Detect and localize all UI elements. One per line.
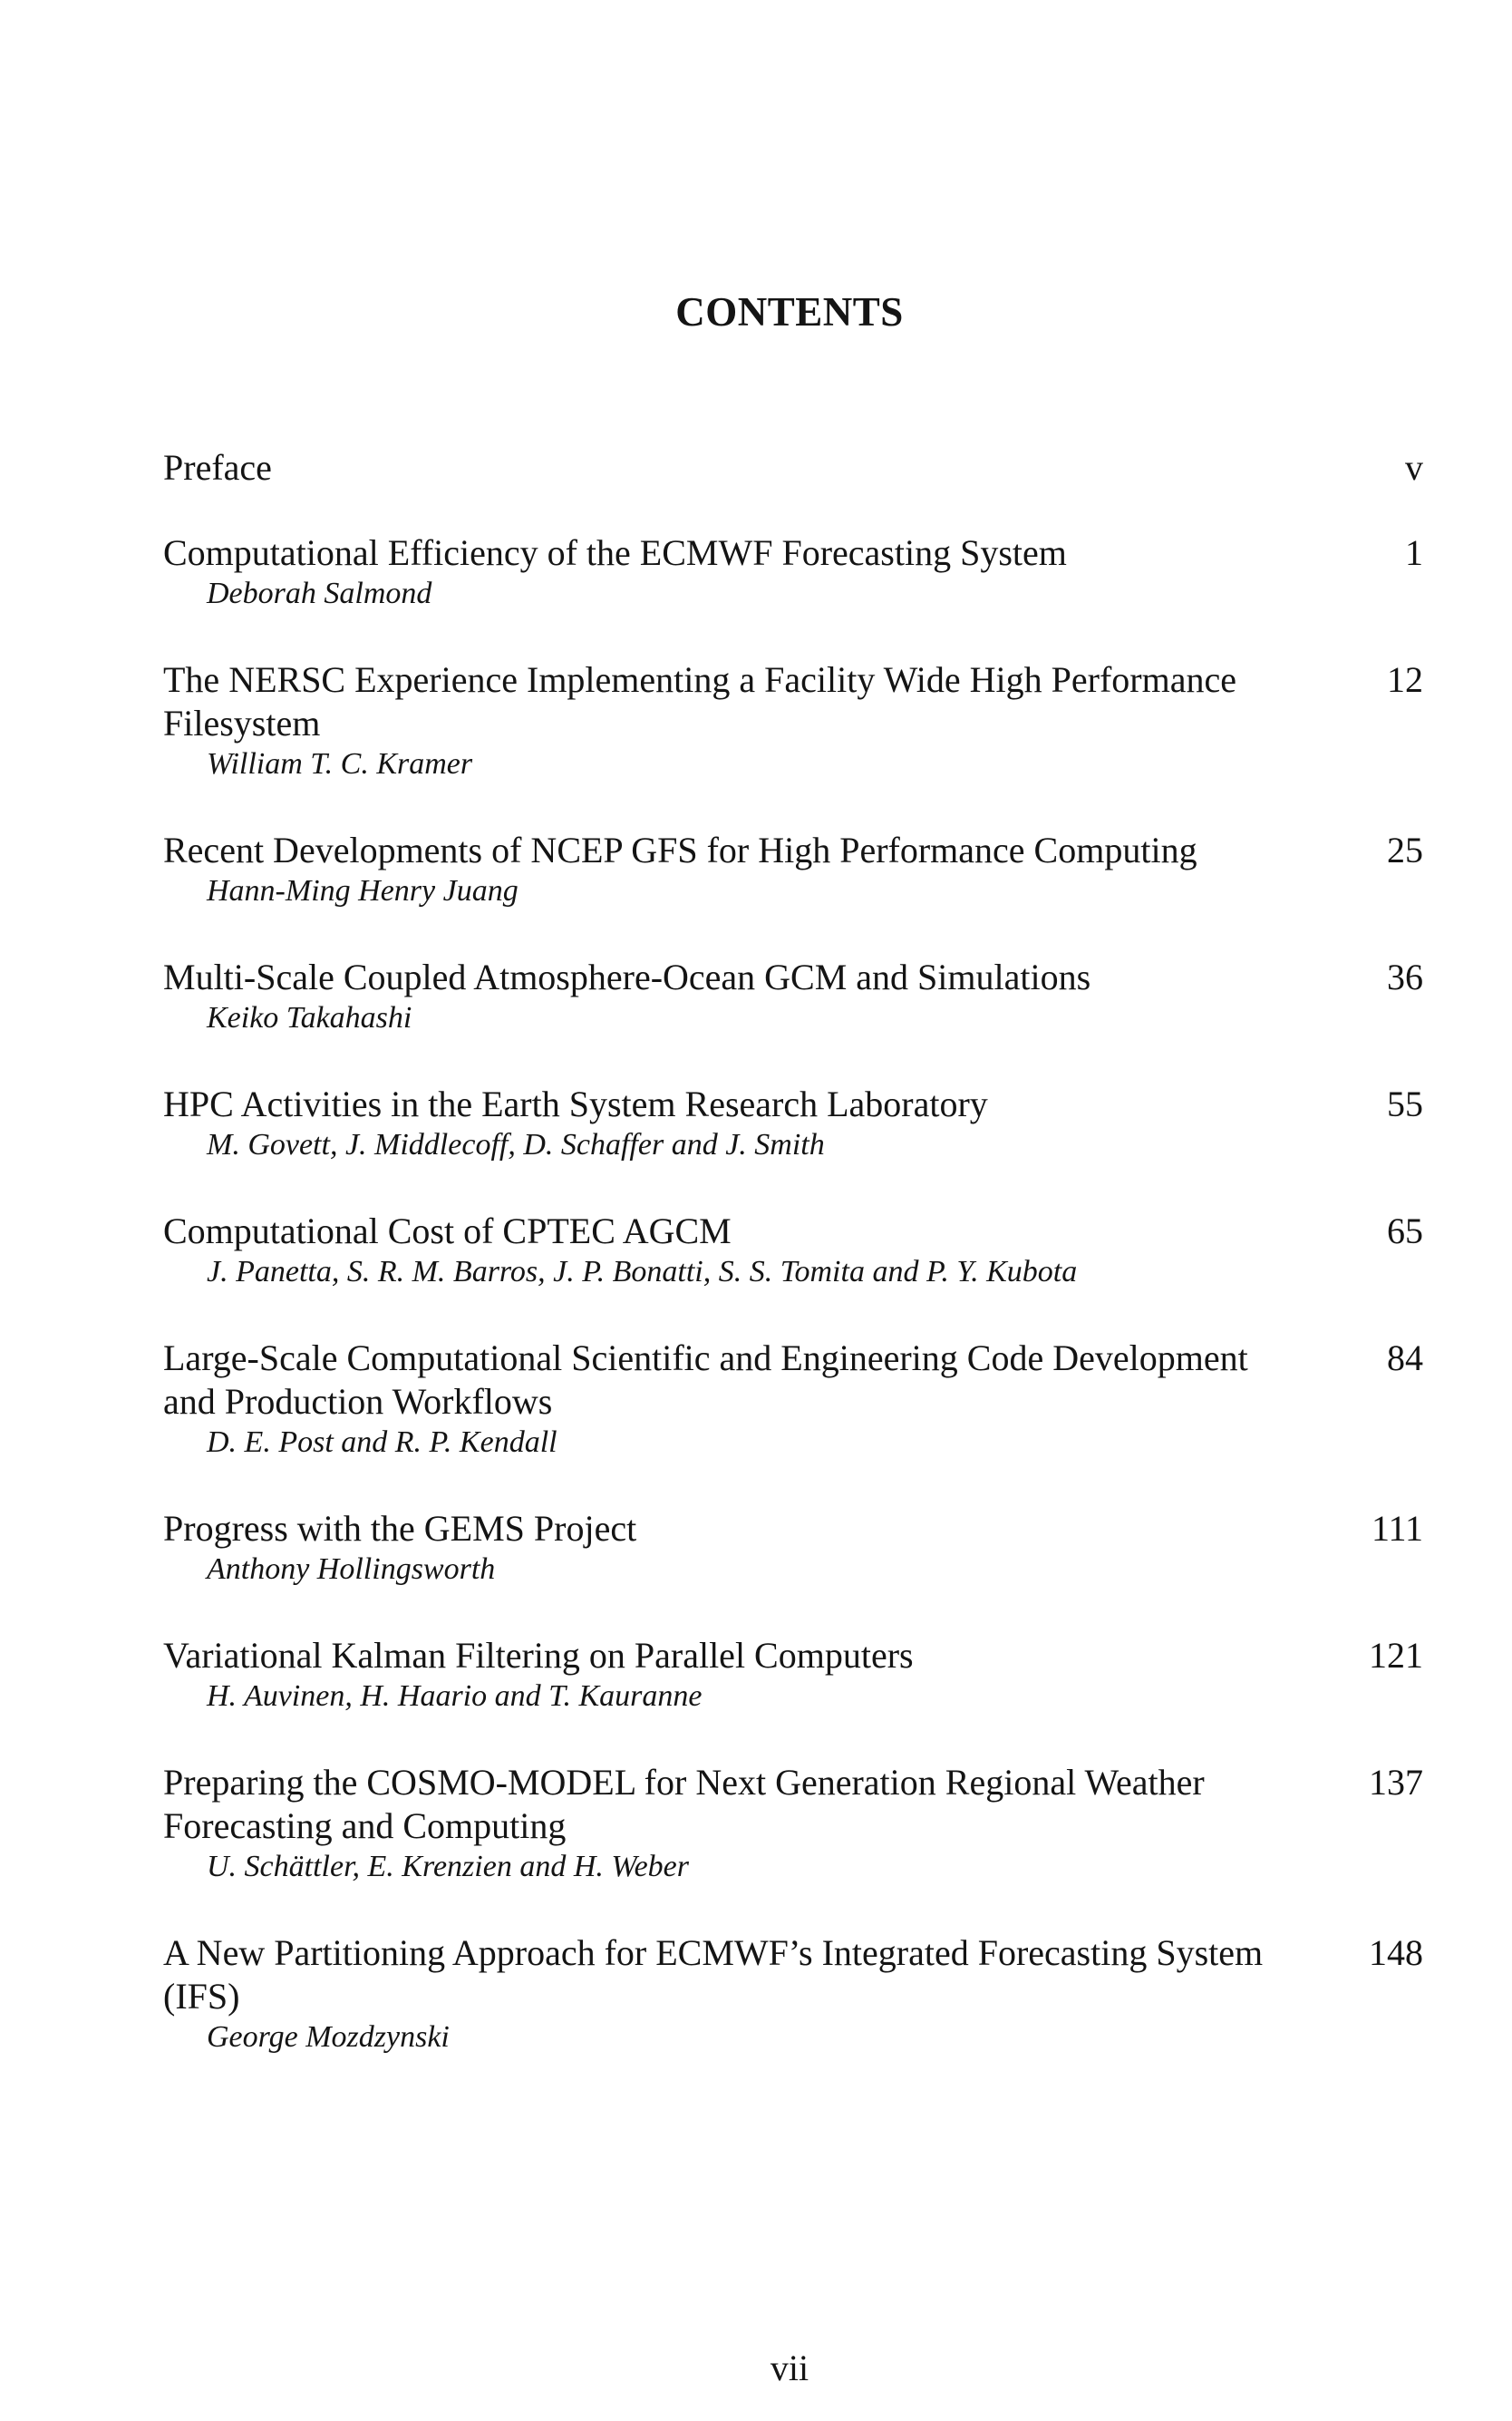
entry-title: Computational Efficiency of the ECMWF Forecasting System xyxy=(163,532,1067,573)
entry-page-number: 111 xyxy=(1371,1508,1423,1549)
toc-entry[interactable] xyxy=(163,1761,1423,1886)
table-of-contents xyxy=(163,446,1423,2102)
entry-page-number: 121 xyxy=(1369,1635,1423,1676)
toc-entry[interactable] xyxy=(163,956,1423,1037)
toc-entry[interactable] xyxy=(163,531,1423,613)
toc-entry-preface[interactable] xyxy=(163,446,1423,490)
entry-title: Preface xyxy=(163,447,272,488)
entry-authors: Anthony Hollingsworth xyxy=(207,1552,496,1586)
entry-authors: M. Govett, J. Middlecoff, D. Schaffer and J. Smith xyxy=(207,1128,825,1162)
entry-authors: George Mozdzynski xyxy=(207,2020,450,2054)
entry-title: Large-Scale Computational Scientific and Engineering Code Development and Production Workflows xyxy=(163,1337,1248,1422)
entry-page-number: v xyxy=(1405,447,1423,488)
toc-entry[interactable] xyxy=(163,1634,1423,1716)
toc-entry[interactable] xyxy=(163,1931,1423,2056)
entry-authors: Hann-Ming Henry Juang xyxy=(207,874,519,908)
entry-page-number: 1 xyxy=(1405,532,1423,573)
page-folio: vii xyxy=(770,2348,809,2388)
entry-page-number: 148 xyxy=(1369,1932,1423,1973)
entry-page-number: 65 xyxy=(1387,1210,1423,1251)
entry-title: HPC Activities in the Earth System Research Laboratory xyxy=(163,1084,988,1124)
entry-title: Multi-Scale Coupled Atmosphere-Ocean GCM and Simulations xyxy=(163,957,1091,997)
entry-page-number: 12 xyxy=(1387,659,1423,700)
entry-page-number: 36 xyxy=(1387,957,1423,997)
page-title: CONTENTS xyxy=(675,289,904,335)
entry-page-number: 84 xyxy=(1387,1337,1423,1378)
entry-page-number: 55 xyxy=(1387,1084,1423,1124)
toc-entry[interactable] xyxy=(163,1210,1423,1291)
entry-title: Recent Developments of NCEP GFS for High Performance Computing xyxy=(163,830,1197,870)
entry-authors: H. Auvinen, H. Haario and T. Kauranne xyxy=(207,1679,703,1713)
entry-title: Variational Kalman Filtering on Parallel Computers xyxy=(163,1635,914,1676)
entry-title: Computational Cost of CPTEC AGCM xyxy=(163,1210,732,1251)
entry-title: Preparing the COSMO-MODEL for Next Generation Regional Weather Forecasting and Computing xyxy=(163,1762,1205,1846)
entry-authors: U. Schättler, E. Krenzien and H. Weber xyxy=(207,1850,689,1883)
toc-entry[interactable] xyxy=(163,1083,1423,1164)
entry-authors: William T. C. Kramer xyxy=(207,747,473,781)
entry-title: Progress with the GEMS Project xyxy=(163,1508,637,1549)
entry-authors: D. E. Post and R. P. Kendall xyxy=(207,1425,557,1459)
toc-entry[interactable] xyxy=(163,658,1423,783)
entry-page-number: 137 xyxy=(1369,1762,1423,1803)
entry-title: A New Partitioning Approach for ECMWF’s Integrated Forecasting System (IFS) xyxy=(163,1932,1264,2017)
entry-title: The NERSC Experience Implementing a Facility Wide High Performance Filesystem xyxy=(163,659,1236,744)
toc-entry[interactable] xyxy=(163,829,1423,910)
entry-authors: Keiko Takahashi xyxy=(207,1001,412,1035)
toc-entry[interactable] xyxy=(163,1507,1423,1589)
entry-authors: Deborah Salmond xyxy=(207,577,432,610)
toc-entry[interactable] xyxy=(163,1337,1423,1462)
entry-authors: J. Panetta, S. R. M. Barros, J. P. Bonatti, S. S. Tomita and P. Y. Kubota xyxy=(207,1255,1078,1288)
entry-page-number: 25 xyxy=(1387,830,1423,870)
